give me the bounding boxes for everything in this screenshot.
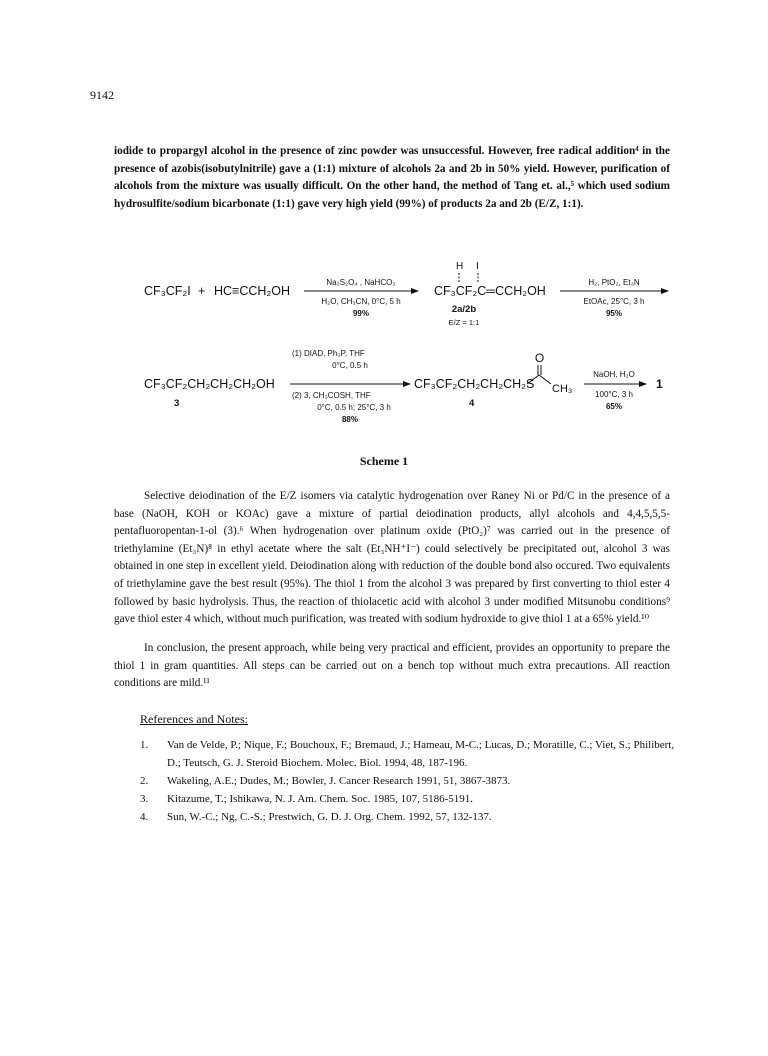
reactant-propargyl-alcohol: HC≡CCH₂OH bbox=[214, 284, 291, 298]
arrow1-yield: 99% bbox=[352, 309, 370, 318]
arrow4-reagents: NaOH, H₂O bbox=[593, 370, 635, 379]
product-2a-2b-label: 2a/2b bbox=[451, 304, 477, 315]
substituent-i: I bbox=[476, 261, 479, 272]
arrow4-conditions: 100°C, 3 h bbox=[595, 390, 633, 399]
references-heading: References and Notes: bbox=[140, 712, 248, 726]
reference-number: 1. bbox=[140, 739, 149, 751]
reference-text: Wakeling, A.E.; Dudes, M.; Bowler, J. Cancer Research 1991, 51, 3867-3873. bbox=[167, 775, 511, 787]
arrow2-yield: 95% bbox=[605, 309, 623, 318]
reactant-pentafluoropentanol: CF₃CF₂CH₂CH₂CH₂OH bbox=[144, 377, 275, 391]
reference-number: 3. bbox=[140, 793, 149, 805]
final-product-1-label: 1 bbox=[656, 377, 663, 391]
arrow3-step2-conditions: 0°C, 0.5 h; 25°C, 3 h bbox=[317, 403, 391, 412]
reactant-pentafluoroethyl-iodide: CF₃CF₂I bbox=[144, 284, 191, 298]
arrow3-step1: (1) DIAD, Ph₃P, THF bbox=[292, 349, 365, 358]
references-list bbox=[140, 736, 680, 826]
page-number: 9142 bbox=[90, 88, 114, 102]
reference-item bbox=[140, 790, 680, 808]
reference-item bbox=[140, 736, 680, 772]
reaction-scheme bbox=[114, 255, 674, 455]
carbonyl-oxygen: O bbox=[534, 351, 545, 365]
scheme-caption: Scheme 1 bbox=[359, 454, 409, 468]
paragraph-deiodination: Selective deiodination of the E/Z isomers via catalytic hydrogenation over Raney Ni or Pd/C in the presence of a base (NaOH, KOH or KOAc) gave a mixture of partial deiodination products, allyl alcohols and 4,4,5,5,5-pentafluoropentan-1-ol (3).⁶ When hydrogenation over platinum oxide (PtO₂)⁷ was carried out in the presence of triethylamine (Et₃N)⁸ in ethyl acetate where the salt (Et₃NH⁺I⁻) could selectively be precipitated out, alcohol 3 was obtained in one step in excellent yield. Deiodination along with reduction of the double bond also occured. Two equivalents of triethylamine gave the best result (95%). The thiol 1 from the alcohol 3 was prepared by first converting to thiol ester 4 followed by basic hydrolysis. Thus, the reaction of thiolacetic acid with alcohol 3 under modified Mitsunobu conditions⁹ gave thiol ester 4 which, without much purification, was treated with sodium hydroxide to give thiol 1 at a 65% yield.¹⁰ bbox=[114, 490, 670, 626]
reference-text: Van de Velde, P.; Nique, F.; Bouchoux, F.; Bremaud, J.; Hameau, M-C.; Lucas, D.; Moratille, C.; Viet, S.; Philibert, D.; Teutsch, G. J. Steroid Biochem. Molec. Biol. 1994, 48, 187-196. bbox=[167, 739, 675, 769]
arrow2-conditions: EtOAc, 25°C, 3 h bbox=[583, 297, 645, 306]
arrow1-conditions: H₂O, CH₃CN, 0°C, 5 h bbox=[321, 297, 401, 306]
arrow3-yield: 88% bbox=[341, 415, 359, 424]
product-thiol-ester: CF₃CF₂CH₂CH₂CH₂S bbox=[414, 377, 535, 391]
arrow1-reagents: Na₂S₂O₄ , NaHCO₃ bbox=[326, 278, 396, 287]
product-ratio: E/Z = 1:1 bbox=[448, 318, 480, 327]
arrow3-step1-conditions: 0°C, 0.5 h bbox=[332, 361, 368, 370]
reference-number: 2. bbox=[140, 775, 149, 787]
plus-sign: + bbox=[198, 284, 206, 298]
product-iodoalkenol: CF₃CF₂C═CCH₂OH bbox=[434, 284, 546, 298]
substituent-h: H bbox=[456, 261, 464, 272]
arrow3-step2: (2) 3, CH₃COSH, THF bbox=[292, 391, 371, 400]
arrow4-yield: 65% bbox=[605, 402, 623, 411]
compound-4-label: 4 bbox=[469, 398, 475, 409]
compound-3-label: 3 bbox=[174, 398, 180, 409]
paragraph-conclusion: In conclusion, the present approach, while being very practical and efficient, provides an opportunity to prepare the thiol 1 in gram quantities. All steps can be carried out on a bench top without much extra precautions. All reaction conditions are mild.¹¹ bbox=[114, 642, 670, 690]
reference-text: Sun, W.-C.; Ng, C.-S.; Prestwich, G. D. J. Org. Chem. 1992, 57, 132-137. bbox=[167, 811, 492, 823]
reference-item bbox=[140, 808, 680, 826]
reference-item bbox=[140, 772, 680, 790]
bond-carbonyl-methyl bbox=[539, 375, 551, 384]
reference-text: Kitazume, T.; Ishikawa, N. J. Am. Chem. Soc. 1985, 107, 5186-5191. bbox=[167, 793, 474, 805]
reference-number: 4. bbox=[140, 811, 149, 823]
paragraph-intro: iodide to propargyl alcohol in the presence of zinc powder was unsuccessful. However, free radical addition⁴ in the presence of azobis(isobutylnitrile) gave a (1:1) mixture of alcohols 2a and 2b in 50% yield. However, purification of alcohols from the mixture was usually difficult. On the other hand, the method of Tang et. al.,⁵ which used sodium hydrosulfite/sodium bicarbonate (1:1) gave very high yield (99%) of products 2a and 2b (E/Z, 1:1). bbox=[114, 145, 670, 210]
arrow2-reagents: H₂, PtO₂, Et₃N bbox=[588, 278, 640, 287]
methyl-group: CH₃ bbox=[552, 383, 573, 395]
